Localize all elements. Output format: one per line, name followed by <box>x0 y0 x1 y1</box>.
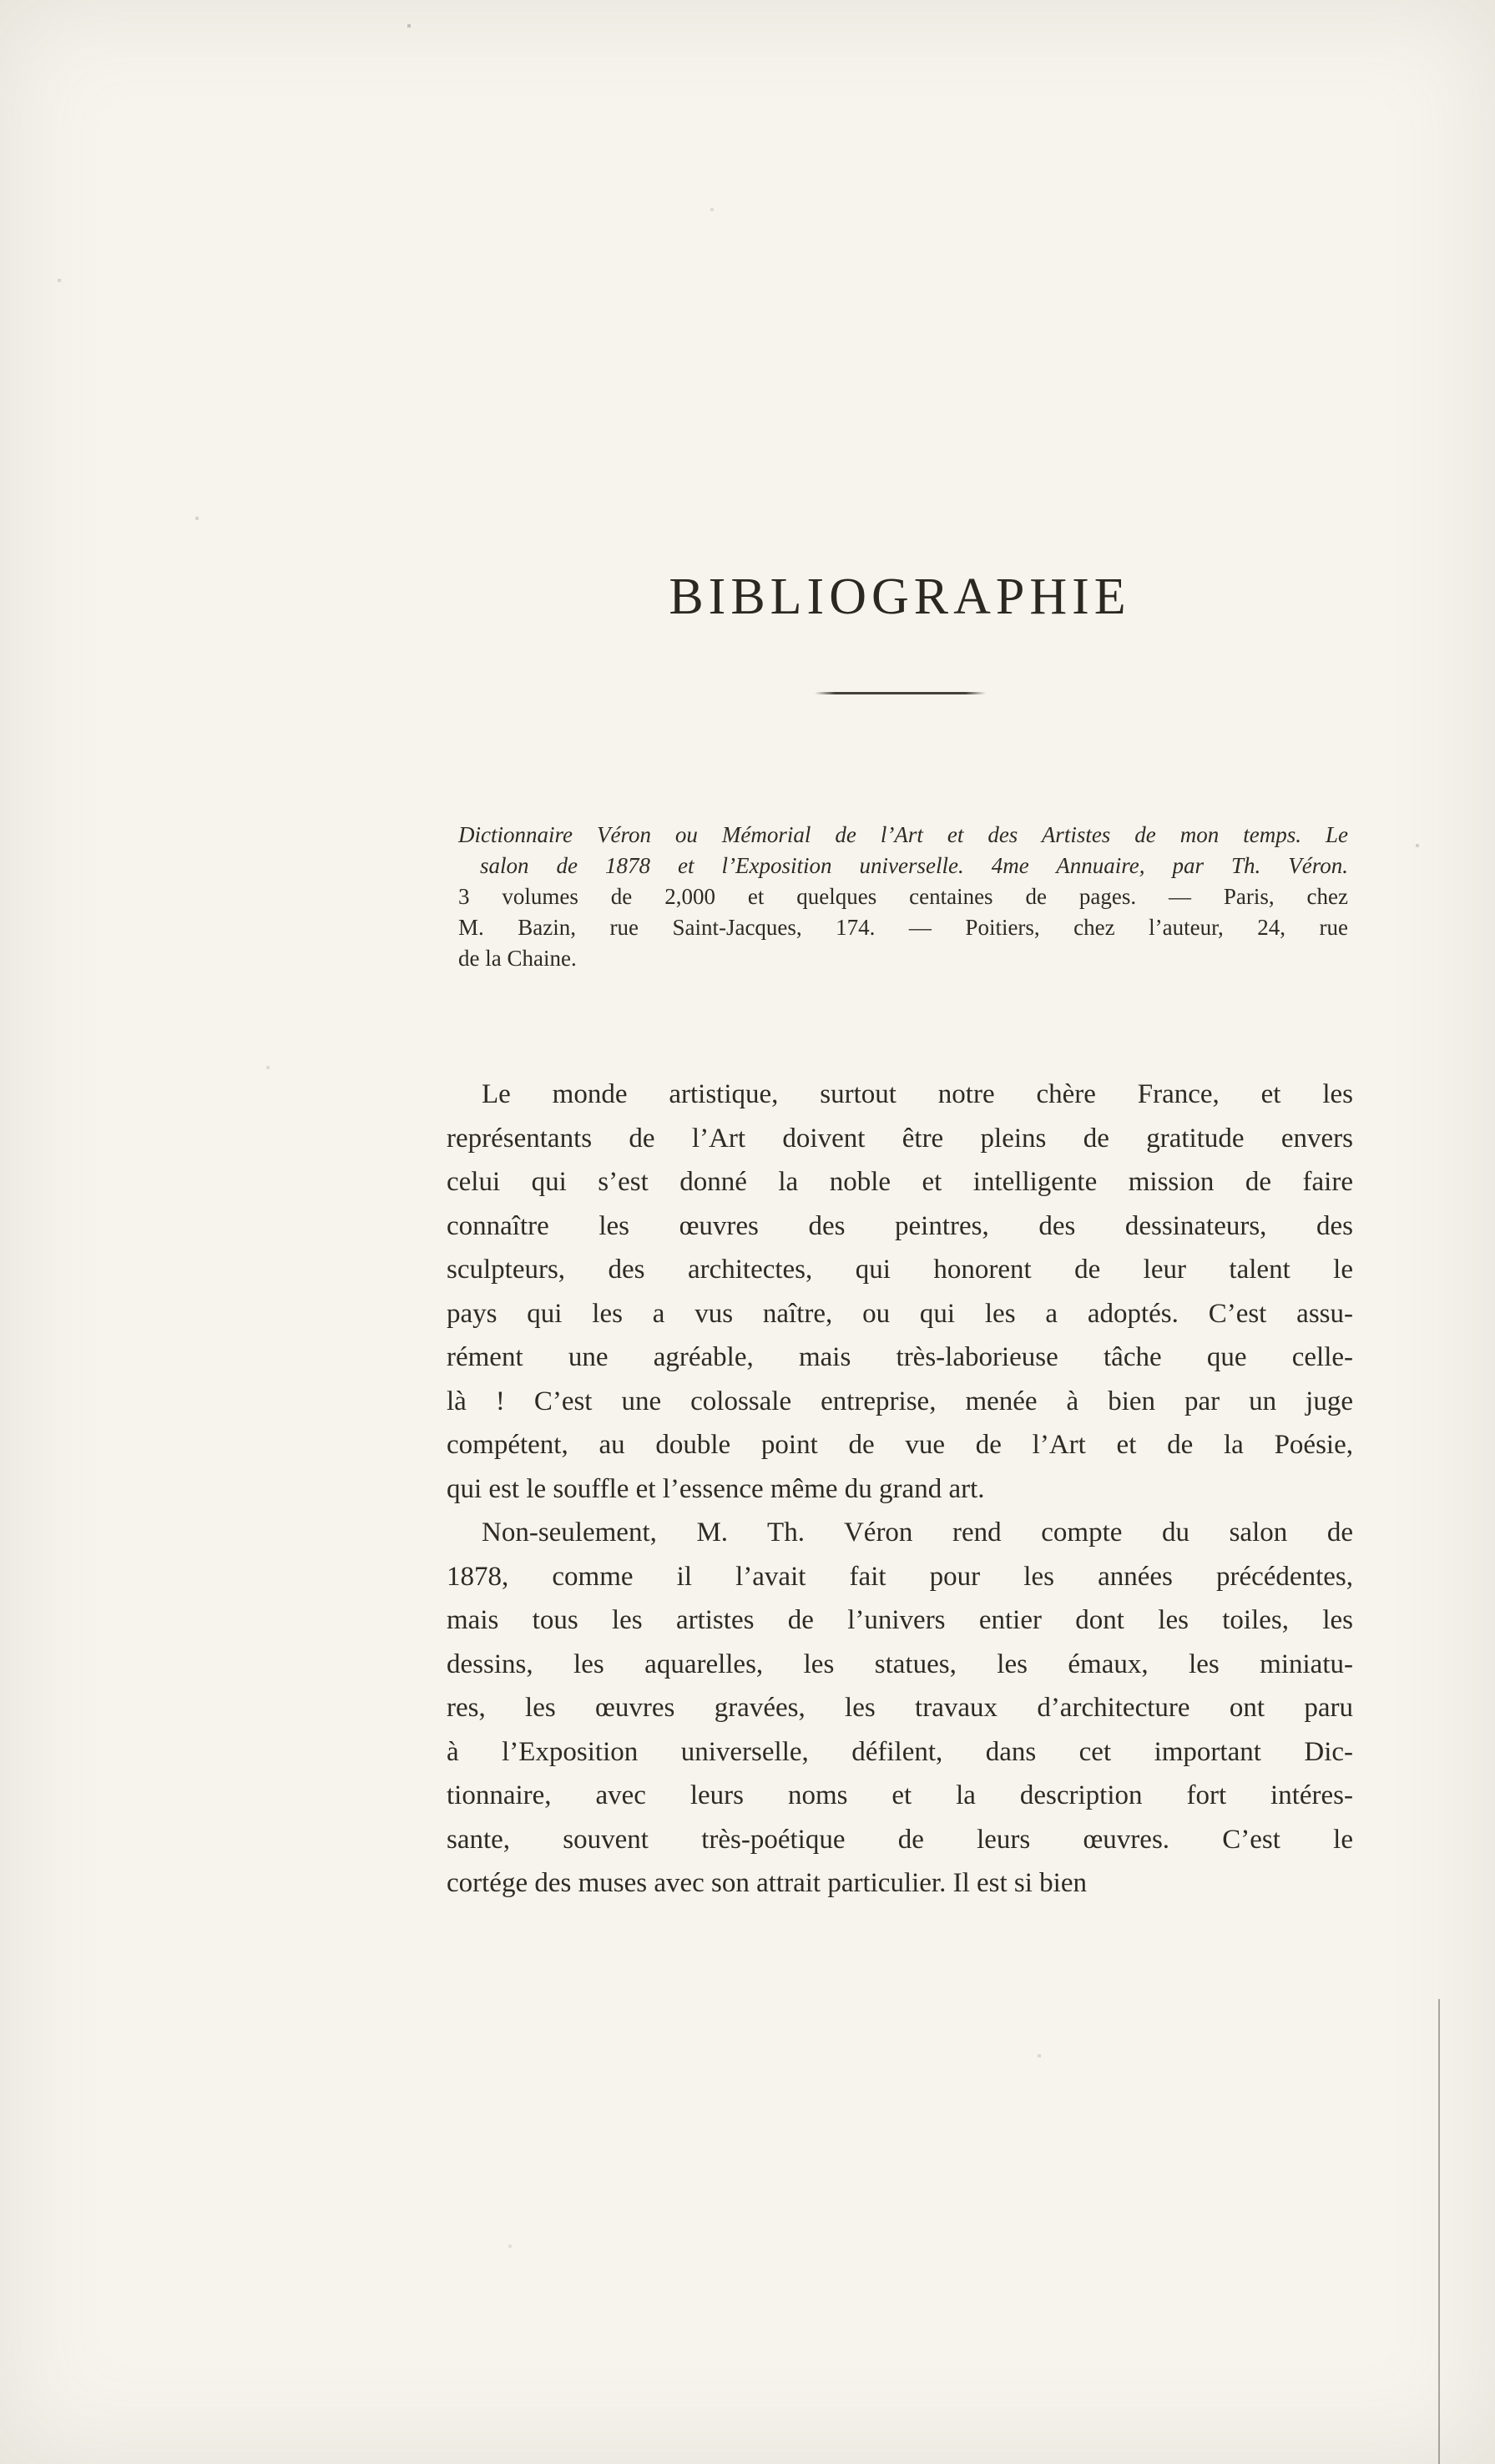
text-line: mais tous les artistes de l’univers entier dont les toiles, les <box>447 1605 1353 1635</box>
text-line: de la Chaine. <box>458 946 577 971</box>
text-line: compétent, au double point de vue de l’Art et de la Poésie, <box>447 1430 1353 1460</box>
page-content <box>447 568 1353 1906</box>
text-line: salon de 1878 et l’Exposition universelle. 4me Annuaire, par Th. Véron. <box>480 853 1348 878</box>
text-line: Non-seulement, M. Th. Véron rend compte du salon de <box>482 1517 1353 1548</box>
paragraph-2 <box>447 1511 1353 1906</box>
text-line: Le monde artistique, surtout notre chère France, et les <box>482 1079 1353 1109</box>
title-divider <box>815 692 986 694</box>
text-line: là ! C’est une colossale entreprise, menée à bien par un juge <box>447 1386 1353 1416</box>
page-edge-line <box>1438 1999 1440 2464</box>
text-line: sante, souvent très-poétique de leurs œuvres. C’est le <box>447 1824 1353 1855</box>
text-line: à l’Exposition universelle, défilent, dans cet important Dic- <box>447 1736 1353 1767</box>
text-line: 3 volumes de 2,000 et quelques centaines de pages. — Paris, chez <box>458 884 1348 909</box>
bibliography-entry <box>458 820 1348 974</box>
text-line: res, les œuvres gravées, les travaux d’architecture ont paru <box>447 1693 1353 1723</box>
text-line: sculpteurs, des architectes, qui honorent de leur talent le <box>447 1255 1353 1285</box>
text-line: tionnaire, avec leurs noms et la description fort intéres- <box>447 1780 1353 1810</box>
text-line: connaître les œuvres des peintres, des dessinateurs, des <box>447 1210 1353 1241</box>
text-line: qui est le souffle et l’essence même du grand art. <box>447 1473 985 1504</box>
text-line: rément une agréable, mais très-laborieuse tâche que celle- <box>447 1342 1353 1372</box>
text-line: M. Bazin, rue Saint-Jacques, 174. — Poitiers, chez l’auteur, 24, rue <box>458 915 1348 940</box>
text-line: celui qui s’est donné la noble et intelligente mission de faire <box>447 1167 1353 1197</box>
page-title: BIBLIOGRAPHIE <box>669 568 1131 625</box>
text-line: pays qui les a vus naître, ou qui les a adoptés. C’est assu- <box>447 1298 1353 1329</box>
text-line: Dictionnaire Véron ou Mémorial de l’Art et des Artistes de mon temps. Le <box>458 822 1348 847</box>
text-line: cortége des muses avec son attrait particulier. Il est si bien <box>447 1868 1087 1898</box>
text-line: dessins, les aquarelles, les statues, les émaux, les miniatu- <box>447 1649 1353 1679</box>
paragraph-1 <box>447 1073 1353 1511</box>
text-line: 1878, comme il l’avait fait pour les années précédentes, <box>447 1561 1353 1592</box>
text-line: représentants de l’Art doivent être pleins de gratitude envers <box>447 1123 1353 1154</box>
scan-specks <box>0 0 2 2</box>
